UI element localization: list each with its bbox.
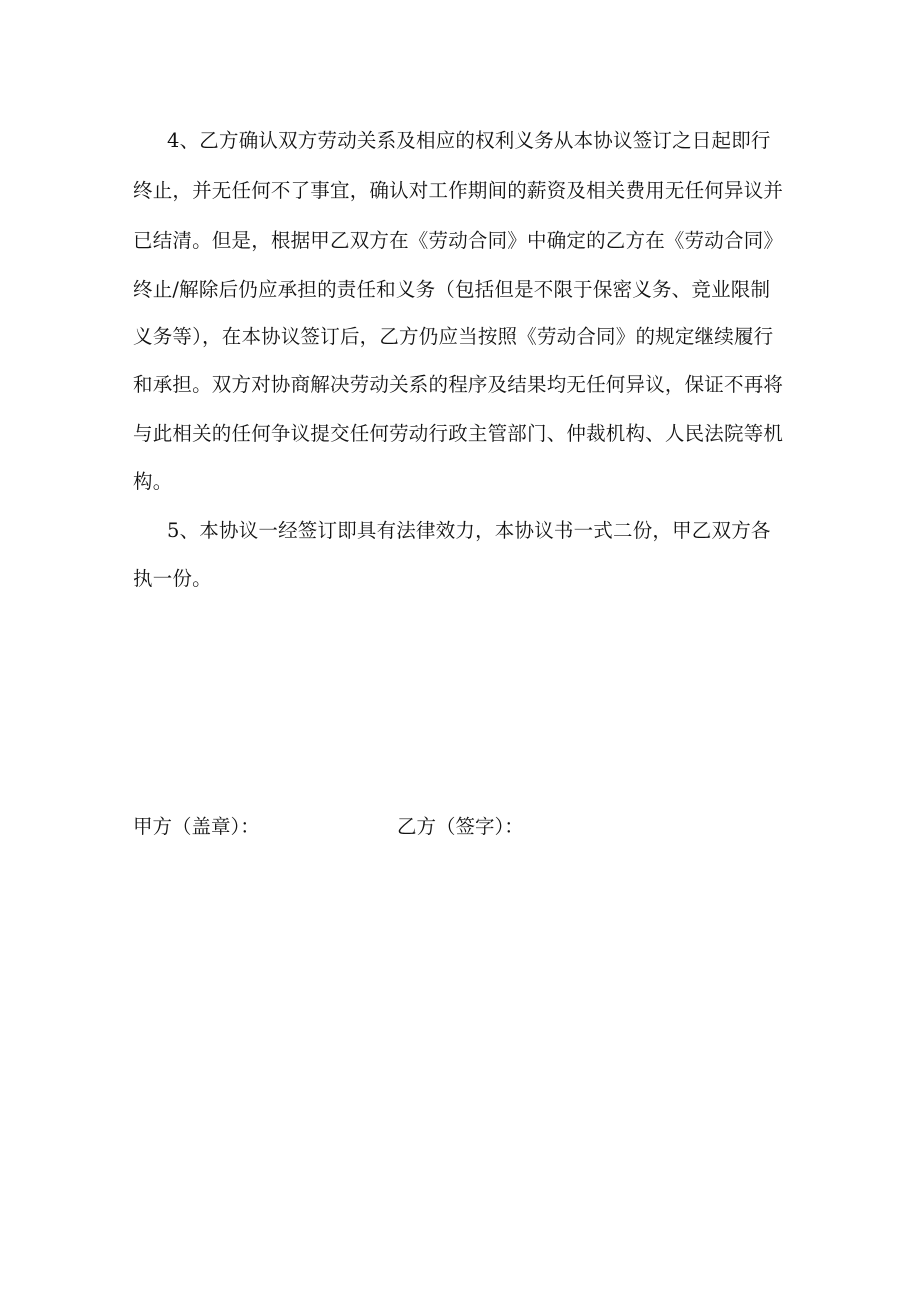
- clause-4-line-7: 与此相关的任何争议提交任何劳动行政主管部门、仲裁机构、人民法院等机: [133, 422, 784, 445]
- clause-4-line-8: 构。: [133, 470, 173, 493]
- clause-4-line-6: 和承担。双方对协商解决劳动关系的程序及结果均无任何异议，保证不再将: [133, 373, 784, 396]
- clause-4-line-5: 义务等），在本协议签订后，乙方仍应当按照《劳动合同》的规定继续履行: [133, 325, 774, 348]
- party-a-seal-label: 甲方（盖章）：: [133, 815, 260, 838]
- clause-5-line-2: 执一份。: [133, 567, 212, 590]
- clause-4-line-1: 4、乙方确认双方劳动关系及相应的权利义务从本协议签订之日起即行: [167, 129, 771, 152]
- clause-4-line-2: 终止，并无任何不了事宜，确认对工作期间的薪资及相关费用无任何异议并: [133, 179, 784, 202]
- party-b-signature-label: 乙方（签字）：: [397, 815, 524, 838]
- clause-5-line-1: 5、本协议一经签订即具有法律效力，本协议书一式二份，甲乙双方各: [167, 519, 771, 542]
- clause-4-line-3: 已结清。但是，根据甲乙双方在《劳动合同》中确定的乙方在《劳动合同》: [133, 229, 784, 252]
- clause-4-line-4: 终止/解除后仍应承担的责任和义务（包括但是不限于保密义务、竞业限制: [133, 278, 771, 301]
